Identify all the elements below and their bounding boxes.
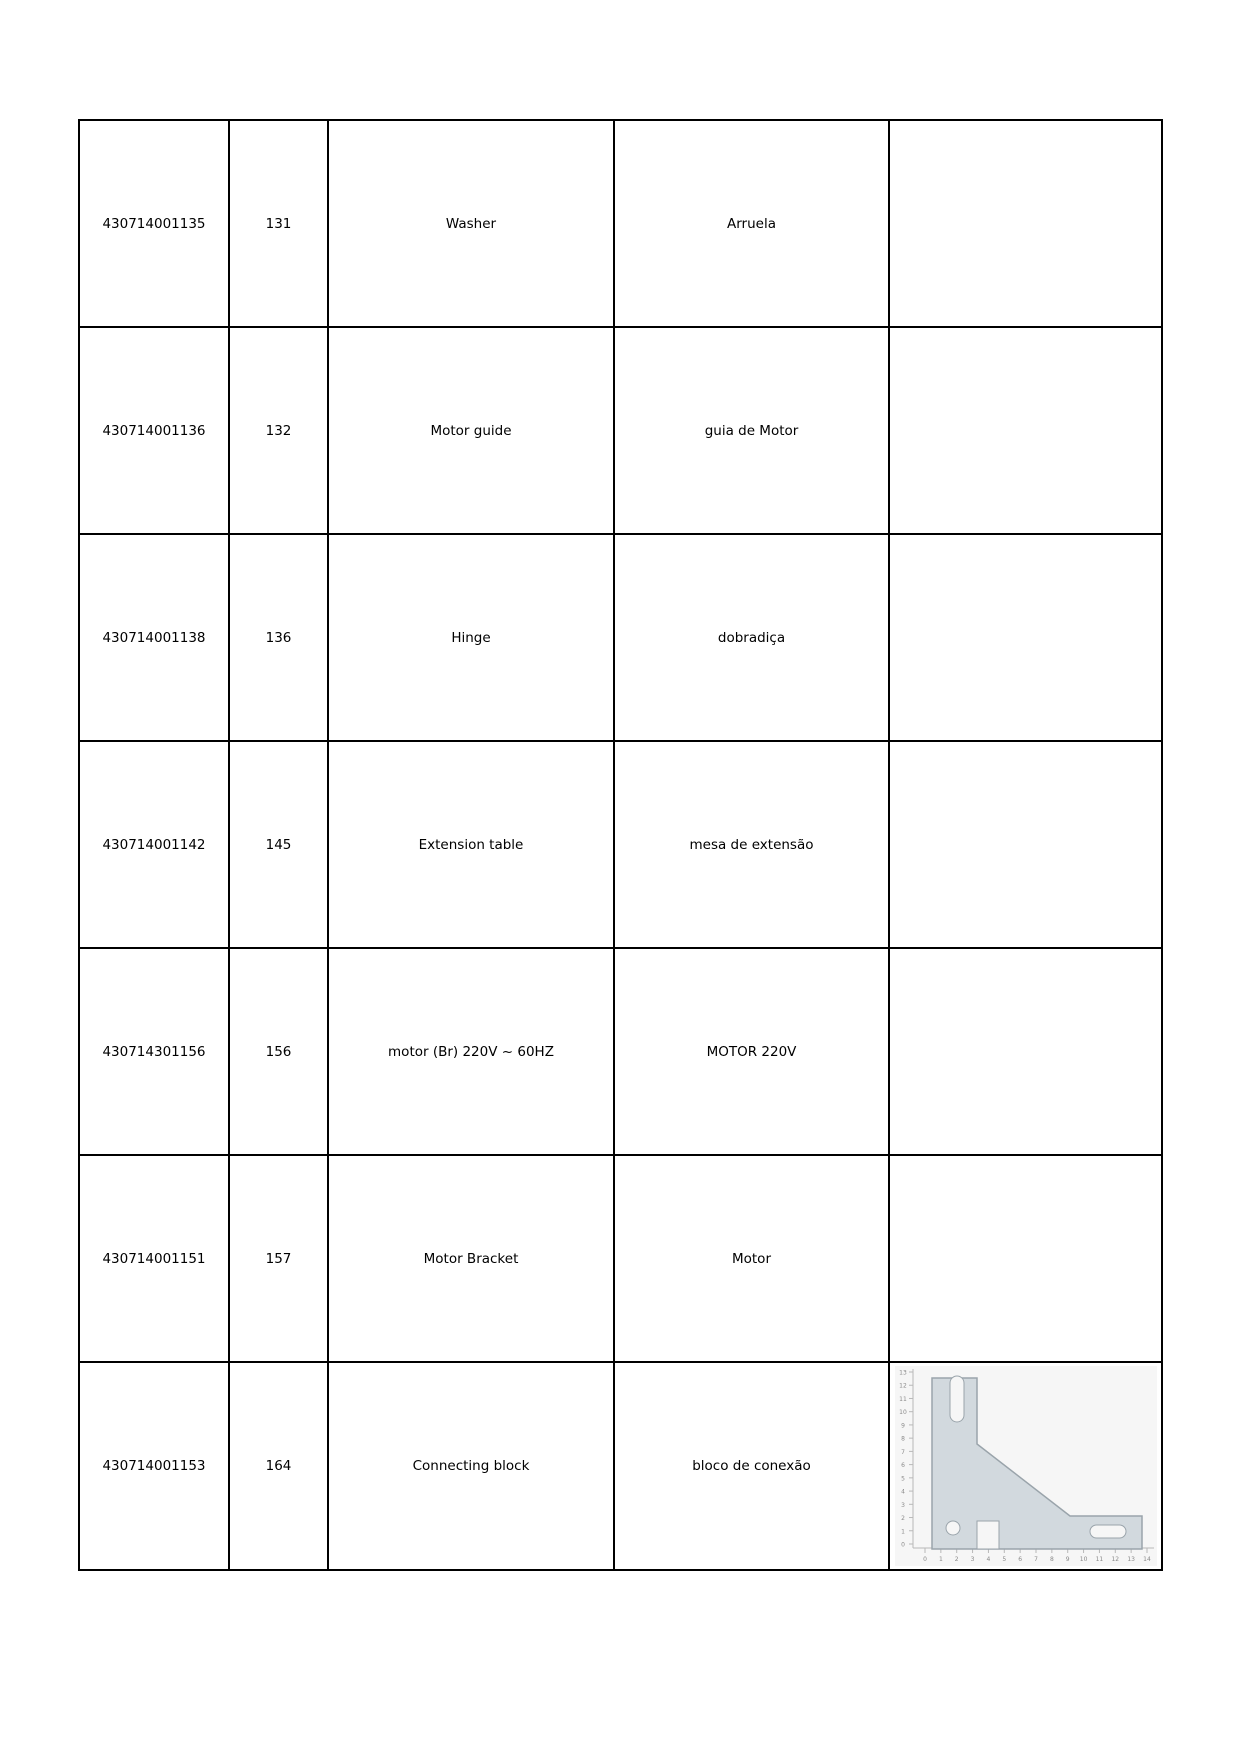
ref-number-cell: 157 xyxy=(229,1155,328,1362)
ruler-y-label: 2 xyxy=(900,1515,905,1523)
parts-table xyxy=(78,119,1163,1571)
ref-number-cell: 145 xyxy=(229,741,328,948)
table-row xyxy=(79,534,1162,741)
ruler-y-label: 13 xyxy=(898,1369,907,1377)
ruler-y-label: 8 xyxy=(900,1435,905,1443)
ruler-x-label: 1 xyxy=(938,1556,943,1563)
image-cell xyxy=(889,1155,1162,1362)
ref-number-cell: 132 xyxy=(229,327,328,534)
description-pt-cell: dobradiça xyxy=(614,534,889,741)
ruler-y-label: 1 xyxy=(900,1528,905,1536)
ruler-x-label: 3 xyxy=(970,1556,974,1563)
ruler-y-label: 9 xyxy=(900,1422,905,1430)
part-code-cell: 430714001136 xyxy=(79,327,229,534)
table-row xyxy=(79,741,1162,948)
ruler-x-label: 5 xyxy=(1001,1556,1006,1563)
part-code-cell: 430714001151 xyxy=(79,1155,229,1362)
ref-number-cell: 156 xyxy=(229,948,328,1155)
ruler-y-label: 10 xyxy=(898,1409,907,1417)
description-en-cell: Connecting block xyxy=(328,1362,614,1570)
parts-table-body xyxy=(79,120,1162,1570)
ref-number-cell: 136 xyxy=(229,534,328,741)
description-pt-cell: guia de Motor xyxy=(614,327,889,534)
description-en-cell: Washer xyxy=(328,120,614,327)
ruler-x-label: 9 xyxy=(1065,1556,1070,1563)
connecting-block-photo xyxy=(895,1366,1157,1566)
image-cell xyxy=(889,1362,1162,1570)
image-cell xyxy=(889,534,1162,741)
ruler-x-label: 14 xyxy=(1142,1556,1151,1563)
image-cell xyxy=(889,741,1162,948)
description-pt-cell: bloco de conexão xyxy=(614,1362,889,1570)
image-cell xyxy=(889,327,1162,534)
table-row xyxy=(79,120,1162,327)
table-row xyxy=(79,327,1162,534)
ruler-y-label: 4 xyxy=(900,1488,905,1496)
ruler-y-label: 0 xyxy=(900,1541,905,1549)
table-row xyxy=(79,948,1162,1155)
ruler-y-label: 12 xyxy=(898,1382,907,1390)
description-en-cell: Motor Bracket xyxy=(328,1155,614,1362)
round-hole xyxy=(946,1521,960,1535)
part-code-cell: 430714001135 xyxy=(79,120,229,327)
image-cell xyxy=(889,948,1162,1155)
ruler-x-label: 0 xyxy=(922,1556,927,1563)
image-cell xyxy=(889,120,1162,327)
description-pt-cell: Motor xyxy=(614,1155,889,1362)
part-photo xyxy=(895,1366,1157,1566)
ruler-y-label: 5 xyxy=(900,1475,905,1483)
notch-cutout xyxy=(977,1521,999,1549)
description-pt-cell: mesa de extensão xyxy=(614,741,889,948)
ruler-x-label: 7 xyxy=(1033,1556,1038,1563)
part-code-cell: 430714001138 xyxy=(79,534,229,741)
ruler-x-label: 10 xyxy=(1079,1556,1087,1563)
description-en-cell: Motor guide xyxy=(328,327,614,534)
description-en-cell: motor (Br) 220V ~ 60HZ xyxy=(328,948,614,1155)
ruler-x-label: 11 xyxy=(1095,1556,1103,1563)
description-en-cell: Hinge xyxy=(328,534,614,741)
ruler-x-label: 6 xyxy=(1017,1556,1022,1563)
ref-number-cell: 164 xyxy=(229,1362,328,1570)
ref-number-cell: 131 xyxy=(229,120,328,327)
ruler-y-label: 6 xyxy=(900,1462,905,1470)
table-row xyxy=(79,1362,1162,1570)
ruler-y-label: 11 xyxy=(898,1395,907,1403)
part-code-cell: 430714001142 xyxy=(79,741,229,948)
part-code-cell: 430714301156 xyxy=(79,948,229,1155)
ruler-x-label: 13 xyxy=(1126,1556,1135,1563)
top-slot xyxy=(950,1376,964,1422)
description-pt-cell: MOTOR 220V xyxy=(614,948,889,1155)
description-pt-cell: Arruela xyxy=(614,120,889,327)
ruler-x-label: 8 xyxy=(1049,1556,1054,1563)
ruler-x-label: 4 xyxy=(986,1556,990,1563)
ruler-x-label: 2 xyxy=(954,1556,959,1563)
side-slot xyxy=(1090,1525,1126,1538)
table-row xyxy=(79,1155,1162,1362)
ruler-y-label: 7 xyxy=(900,1448,905,1456)
description-en-cell: Extension table xyxy=(328,741,614,948)
ruler-x-label: 12 xyxy=(1110,1556,1119,1563)
part-code-cell: 430714001153 xyxy=(79,1362,229,1570)
ruler-y-label: 3 xyxy=(900,1501,905,1509)
